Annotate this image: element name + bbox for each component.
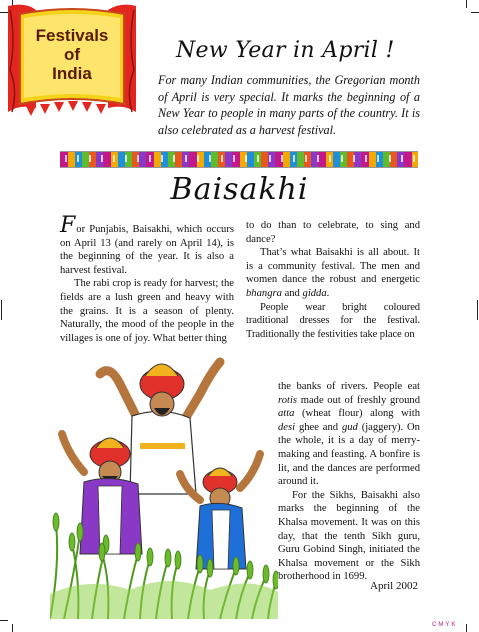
- banner-line-3: India: [52, 64, 92, 83]
- emphasis-term: desi: [278, 421, 296, 433]
- emphasis-term: bhangra: [246, 287, 282, 299]
- crop-mark: [466, 0, 467, 8]
- banner-title: [30, 26, 114, 83]
- banner-line-2: of: [63, 45, 81, 64]
- crop-mark: [0, 620, 8, 621]
- paragraph-text: made out of freshly ground: [300, 394, 421, 406]
- festivals-banner: [6, 0, 138, 122]
- emphasis-term: rotis: [278, 394, 298, 406]
- article-paragraph: [60, 213, 234, 277]
- intro-paragraph: For many Indian communities, the Gregorian month of April is very special. It marks the beginning of a New Year to people in many parts of the country. It is also celebrated as a harvest festival.: [158, 73, 420, 137]
- emphasis-term: gidda: [302, 287, 327, 299]
- crop-mark: [12, 624, 13, 632]
- drop-cap: F: [60, 213, 76, 238]
- paragraph-text: ghee and: [298, 421, 339, 433]
- article-paragraph-continued: to do than to celebrate, to sing and dance?: [246, 220, 420, 245]
- decorative-border-pattern: [60, 155, 418, 162]
- article-paragraph: People wear bright coloured traditional dresses for the festival. Traditionally the festivities take place on: [246, 301, 420, 340]
- article-paragraph: For the Sikhs, Baisakhi also marks the beginning of the Khalsa movement. It was on this day, that the tenth Sikh guru, Guru Gobind Singh, initiated the Khalsa movement or the Sikh brotherhood in 1699.: [278, 489, 420, 583]
- paragraph-text: the banks of rivers. People eat: [278, 381, 420, 392]
- article-title: Baisakhi: [170, 172, 309, 207]
- paragraph-text: (wheat flour) along with: [302, 408, 420, 420]
- crop-mark: [471, 12, 479, 13]
- paragraph-text: or Punjabis, Baisakhi, which occurs on April 13 (and rarely on April 14), is the beginning of the year. It is also a harvest festival.: [60, 224, 234, 276]
- dateline: April 2002: [370, 580, 418, 592]
- crop-mark: [1, 300, 2, 320]
- article-column-1: [60, 213, 234, 345]
- paragraph-text: (jaggery). On the whole, it is a day of merry-making and feasting. A bonfire is lit, and the dances are performed around it.: [278, 421, 420, 488]
- page-headline: New Year in April !: [176, 38, 395, 63]
- crop-mark: [466, 624, 467, 632]
- crop-mark: [477, 300, 478, 320]
- article-column-2: [246, 219, 420, 341]
- article-column-3: [278, 380, 420, 584]
- article-paragraph: That’s what Baisakhi is all about. It is a community festival. The men and women dance the robust and energetic bhangra and gidda.: [246, 247, 420, 299]
- article-paragraph-continued: [278, 380, 420, 489]
- banner-line-1: Festivals: [35, 26, 109, 45]
- emphasis-term: gud: [341, 421, 358, 433]
- bhangra-dancers-illustration: [50, 354, 278, 619]
- cmyk-registration: [432, 622, 457, 628]
- cmyk-label: CMYK: [432, 622, 458, 628]
- article-paragraph: The rabi crop is ready for harvest; the fields are a lush green and heavy with the grains. It is a season of plenty. Naturally, the mood of the people in the villages is one of joy. What better thing: [60, 278, 234, 344]
- paragraph-text: That’s what Baisakhi is all about. It is a community festival. The men and women dance the robust and energetic: [246, 247, 420, 286]
- paragraph-text: and: [284, 287, 300, 299]
- emphasis-term: atta: [278, 408, 295, 420]
